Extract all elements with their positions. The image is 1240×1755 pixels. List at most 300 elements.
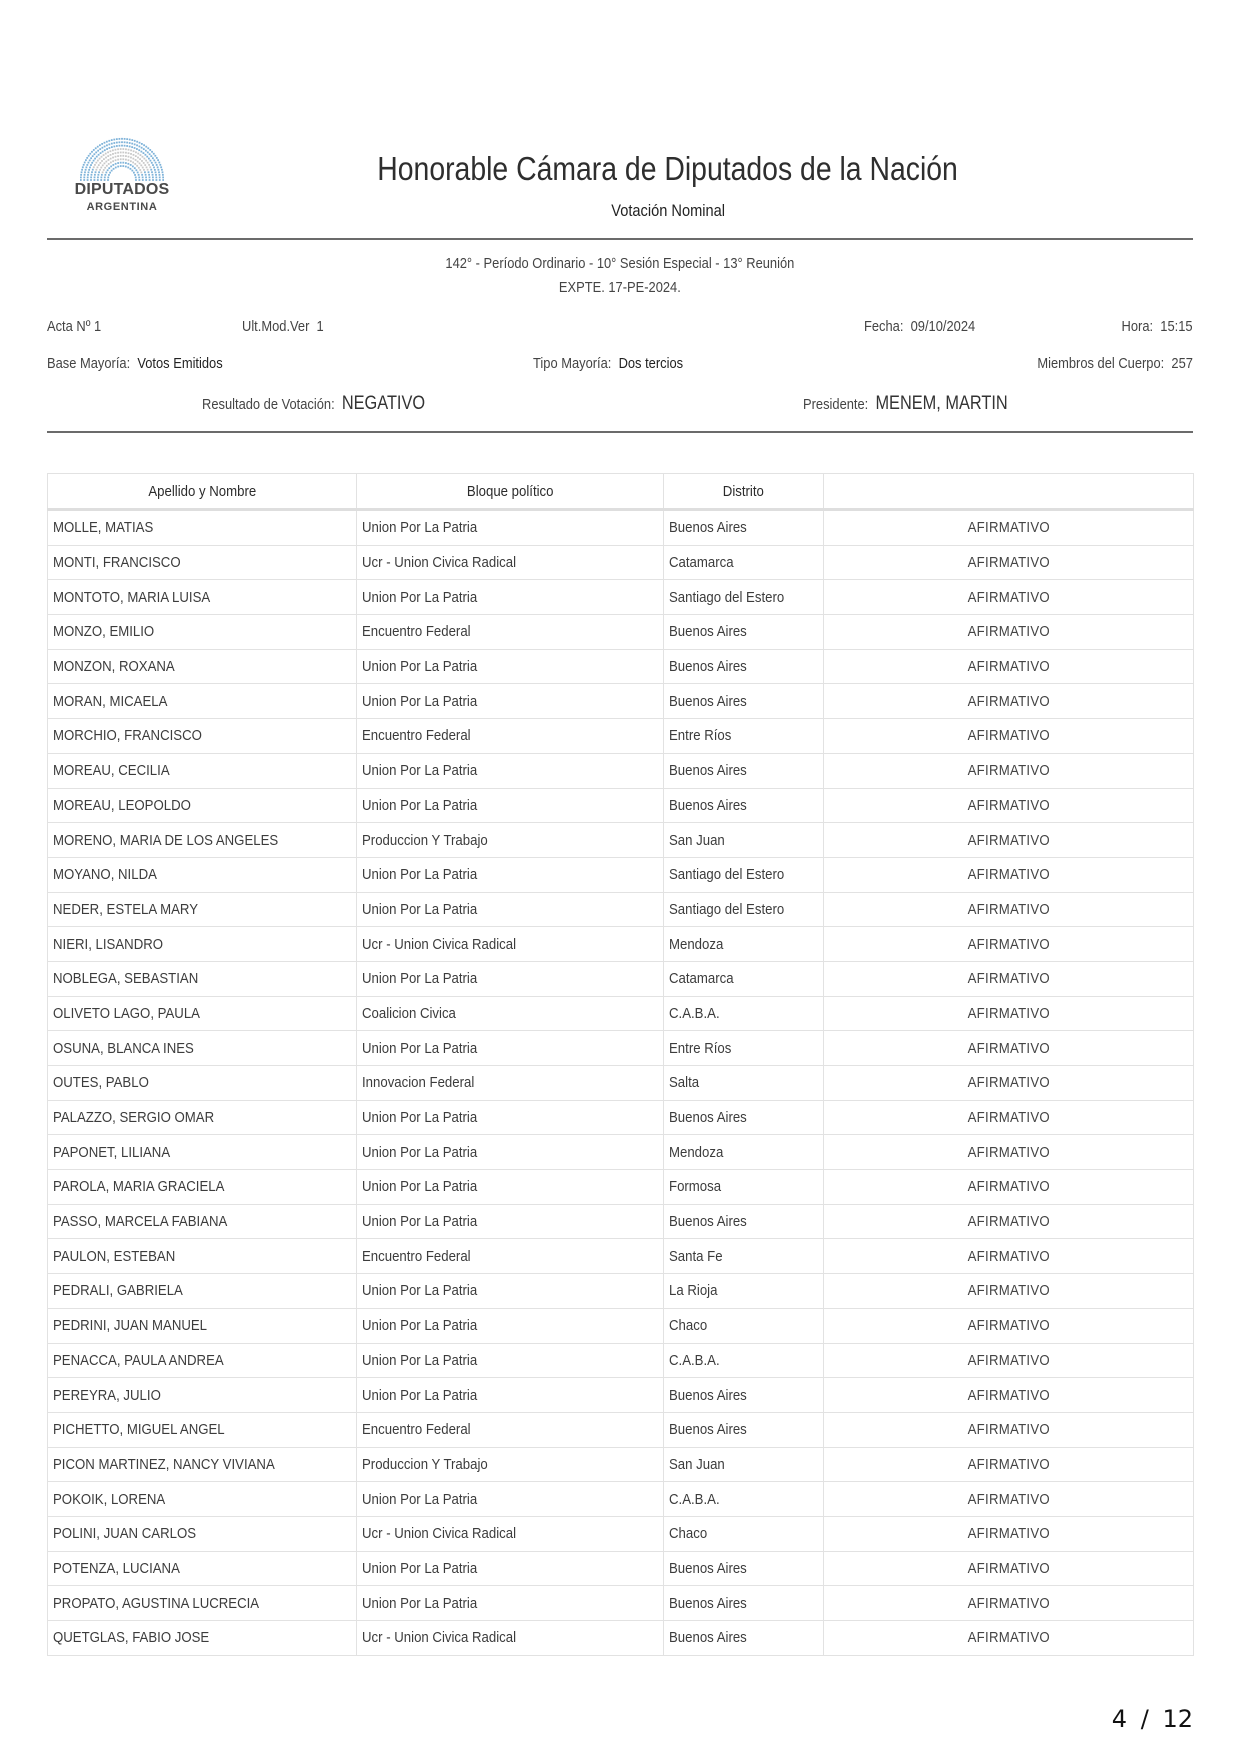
cell-distrito xyxy=(664,927,824,962)
cell-voto-text: AFIRMATIVO xyxy=(967,1247,1050,1265)
table-row xyxy=(48,961,1194,996)
table-row xyxy=(48,1516,1194,1551)
cell-distrito-text: C.A.B.A. xyxy=(669,1351,720,1369)
cell-distrito xyxy=(664,1378,824,1413)
cell-name-text: OUTES, PABLO xyxy=(53,1074,149,1092)
cell-name xyxy=(48,1274,357,1309)
cell-voto-text: AFIRMATIVO xyxy=(967,1143,1050,1161)
cell-distrito-text: Chaco xyxy=(669,1317,708,1335)
cell-bloque xyxy=(357,1066,664,1101)
cell-bloque xyxy=(357,1447,664,1482)
acta-number-text: Acta Nº 1 xyxy=(47,318,102,335)
cell-bloque xyxy=(357,1516,664,1551)
cell-distrito xyxy=(664,1343,824,1378)
cell-voto-text: AFIRMATIVO xyxy=(967,1213,1050,1231)
cell-voto xyxy=(824,961,1194,996)
cell-name xyxy=(48,961,357,996)
cell-name xyxy=(48,545,357,580)
cell-bloque-text: Coalicion Civica xyxy=(362,1004,456,1022)
cell-bloque xyxy=(357,927,664,962)
cell-voto-text: AFIRMATIVO xyxy=(967,1317,1050,1335)
table-row xyxy=(48,1586,1194,1621)
cell-bloque-text: Union Por La Patria xyxy=(362,762,478,780)
cell-bloque xyxy=(357,1378,664,1413)
cell-name-text: NIERI, LISANDRO xyxy=(53,935,164,953)
cell-name xyxy=(48,892,357,927)
cell-bloque xyxy=(357,1239,664,1274)
cell-distrito xyxy=(664,961,824,996)
table-row xyxy=(48,1482,1194,1517)
cell-distrito-text: Catamarca xyxy=(669,554,734,572)
cell-voto-text: AFIRMATIVO xyxy=(967,1109,1050,1127)
cell-name xyxy=(48,1170,357,1205)
cell-distrito-text: Buenos Aires xyxy=(669,658,747,676)
presidente-label: Presidente: xyxy=(803,396,869,413)
cell-distrito xyxy=(664,823,824,858)
page-separator: / xyxy=(1140,1705,1149,1733)
table-row xyxy=(48,753,1194,788)
cell-bloque xyxy=(357,823,664,858)
table-row xyxy=(48,510,1194,546)
resultado-value: NEGATIVO xyxy=(341,393,426,414)
cell-name-text: PEDRINI, JUAN MANUEL xyxy=(53,1317,208,1335)
table-row xyxy=(48,615,1194,650)
tipo-mayoria-value: Dos tercios xyxy=(618,355,684,372)
cell-voto xyxy=(824,1343,1194,1378)
cell-voto xyxy=(824,1516,1194,1551)
cell-name xyxy=(48,684,357,719)
cell-voto-text: AFIRMATIVO xyxy=(967,1039,1050,1057)
page-total: 12 xyxy=(1162,1705,1193,1733)
table-row xyxy=(48,996,1194,1031)
miembros-value: 257 xyxy=(1171,355,1193,372)
cell-bloque-text: Ucr - Union Civica Radical xyxy=(362,554,517,572)
cell-distrito-text: Formosa xyxy=(669,1178,722,1196)
cell-distrito-text: Buenos Aires xyxy=(669,519,747,537)
cell-distrito xyxy=(664,649,824,684)
cell-name xyxy=(48,1551,357,1586)
cell-name-text: PAULON, ESTEBAN xyxy=(53,1247,176,1265)
cell-distrito xyxy=(664,510,824,546)
cell-name xyxy=(48,1100,357,1135)
cell-voto-text: AFIRMATIVO xyxy=(967,519,1050,537)
cell-distrito xyxy=(664,684,824,719)
cell-name xyxy=(48,927,357,962)
expediente-text: EXPTE. 17-PE-2024. xyxy=(559,279,681,296)
cell-bloque xyxy=(357,1343,664,1378)
cell-voto-text: AFIRMATIVO xyxy=(967,900,1050,918)
session-info xyxy=(0,255,1240,272)
cell-distrito xyxy=(664,1031,824,1066)
cell-name xyxy=(48,753,357,788)
cell-voto xyxy=(824,823,1194,858)
miembros-field xyxy=(1012,355,1193,372)
cell-voto-text: AFIRMATIVO xyxy=(967,1282,1050,1300)
cell-bloque-text: Union Por La Patria xyxy=(362,588,478,606)
table-row xyxy=(48,1621,1194,1656)
cell-name-text: PEDRALI, GABRIELA xyxy=(53,1282,183,1300)
document-subtitle xyxy=(0,201,1240,221)
cell-name xyxy=(48,615,357,650)
cell-bloque-text: Union Por La Patria xyxy=(362,1109,478,1127)
cell-voto xyxy=(824,1239,1194,1274)
cell-bloque xyxy=(357,753,664,788)
cell-distrito-text: Buenos Aires xyxy=(669,1594,747,1612)
cell-distrito xyxy=(664,1066,824,1101)
cell-bloque xyxy=(357,1586,664,1621)
cell-voto-text: AFIRMATIVO xyxy=(967,935,1050,953)
cell-voto-text: AFIRMATIVO xyxy=(967,1455,1050,1473)
cell-distrito xyxy=(664,1447,824,1482)
logo-text-argentina: ARGENTINA xyxy=(86,201,158,213)
cell-name xyxy=(48,857,357,892)
cell-voto xyxy=(824,719,1194,754)
fecha-value: 09/10/2024 xyxy=(910,318,976,335)
cell-bloque xyxy=(357,510,664,546)
tipo-mayoria-label: Tipo Mayoría: xyxy=(533,355,612,372)
cell-voto-text: AFIRMATIVO xyxy=(967,1629,1050,1647)
table-row xyxy=(48,1378,1194,1413)
page-title xyxy=(0,150,1240,188)
cell-distrito-text: Chaco xyxy=(669,1525,708,1543)
hora-value: 15:15 xyxy=(1160,318,1193,335)
cell-name xyxy=(48,719,357,754)
cell-distrito-text: Buenos Aires xyxy=(669,796,747,814)
cell-distrito-text: Santiago del Estero xyxy=(669,866,785,884)
cell-distrito-text: San Juan xyxy=(669,831,725,849)
cell-distrito xyxy=(664,1621,824,1656)
cell-voto xyxy=(824,996,1194,1031)
cell-voto-text: AFIRMATIVO xyxy=(967,1178,1050,1196)
cell-name-text: MOLLE, MATIAS xyxy=(53,519,154,537)
base-mayoria-field xyxy=(47,355,251,372)
cell-voto-text: AFIRMATIVO xyxy=(967,727,1050,745)
cell-voto-text: AFIRMATIVO xyxy=(967,1525,1050,1543)
ult-mod-ver xyxy=(242,318,337,335)
cell-bloque xyxy=(357,545,664,580)
cell-distrito xyxy=(664,719,824,754)
cell-voto xyxy=(824,1412,1194,1447)
cell-bloque xyxy=(357,1135,664,1170)
cell-distrito xyxy=(664,1308,824,1343)
cell-distrito xyxy=(664,1100,824,1135)
cell-name xyxy=(48,580,357,615)
table-row xyxy=(48,857,1194,892)
cell-voto xyxy=(824,1100,1194,1135)
cell-name xyxy=(48,1066,357,1101)
cell-bloque-text: Union Por La Patria xyxy=(362,1282,478,1300)
resultado-label: Resultado de Votación: xyxy=(202,396,335,413)
cell-bloque xyxy=(357,1170,664,1205)
cell-bloque xyxy=(357,1308,664,1343)
table-row xyxy=(48,1031,1194,1066)
cell-voto-text: AFIRMATIVO xyxy=(967,1386,1050,1404)
cell-voto xyxy=(824,1274,1194,1309)
cell-name xyxy=(48,1586,357,1621)
cell-distrito-text: Santiago del Estero xyxy=(669,900,785,918)
cell-distrito xyxy=(664,1412,824,1447)
cell-voto xyxy=(824,857,1194,892)
cell-bloque xyxy=(357,580,664,615)
miembros-label: Miembros del Cuerpo: xyxy=(1037,355,1165,372)
table-row xyxy=(48,1308,1194,1343)
cell-voto xyxy=(824,927,1194,962)
cell-bloque xyxy=(357,1621,664,1656)
base-mayoria-value: Votos Emitidos xyxy=(137,355,223,372)
cell-name-text: MORAN, MICAELA xyxy=(53,692,168,710)
acta-number xyxy=(47,318,110,335)
cell-distrito-text: Buenos Aires xyxy=(669,1213,747,1231)
cell-distrito-text: Santiago del Estero xyxy=(669,588,785,606)
cell-name-text: POLINI, JUAN CARLOS xyxy=(53,1525,197,1543)
cell-bloque-text: Union Por La Patria xyxy=(362,1351,478,1369)
cell-distrito xyxy=(664,1482,824,1517)
cell-bloque xyxy=(357,892,664,927)
cell-voto xyxy=(824,1204,1194,1239)
cell-distrito-text: Entre Ríos xyxy=(669,1039,732,1057)
cell-bloque xyxy=(357,1274,664,1309)
session-text: 142° - Período Ordinario - 10° Sesión Especial - 13° Reunión xyxy=(445,255,795,272)
cell-name-text: QUETGLAS, FABIO JOSE xyxy=(53,1629,210,1647)
cell-distrito xyxy=(664,1274,824,1309)
cell-distrito xyxy=(664,1135,824,1170)
cell-distrito xyxy=(664,1551,824,1586)
cell-bloque-text: Ucr - Union Civica Radical xyxy=(362,1525,517,1543)
cell-bloque-text: Union Por La Patria xyxy=(362,900,478,918)
cell-name xyxy=(48,649,357,684)
cell-distrito xyxy=(664,1586,824,1621)
cell-voto xyxy=(824,649,1194,684)
cell-bloque xyxy=(357,615,664,650)
cell-distrito-text: Buenos Aires xyxy=(669,623,747,641)
cell-voto-text: AFIRMATIVO xyxy=(967,1559,1050,1577)
cell-distrito-text: Buenos Aires xyxy=(669,1629,747,1647)
document-subtitle-text: Votación Nominal xyxy=(611,201,725,220)
cell-name-text: MONZON, ROXANA xyxy=(53,658,175,676)
cell-voto xyxy=(824,510,1194,546)
column-header-name: Apellido y Nombre xyxy=(48,474,357,510)
cell-bloque-text: Ucr - Union Civica Radical xyxy=(362,1629,517,1647)
cell-distrito-text: Buenos Aires xyxy=(669,1109,747,1127)
table-row xyxy=(48,823,1194,858)
cell-bloque-text: Union Por La Patria xyxy=(362,1213,478,1231)
cell-voto xyxy=(824,1378,1194,1413)
table-row xyxy=(48,1100,1194,1135)
cell-name xyxy=(48,823,357,858)
table-row xyxy=(48,649,1194,684)
cell-bloque-text: Union Por La Patria xyxy=(362,1317,478,1335)
cell-bloque-text: Union Por La Patria xyxy=(362,1490,478,1508)
cell-bloque-text: Ucr - Union Civica Radical xyxy=(362,935,517,953)
base-mayoria-label: Base Mayoría: xyxy=(47,355,131,372)
presidente-field xyxy=(803,393,1041,415)
votes-table xyxy=(47,473,1194,1656)
cell-name-text: PICON MARTINEZ, NANCY VIVIANA xyxy=(53,1455,275,1473)
cell-bloque-text: Produccion Y Trabajo xyxy=(362,1455,488,1473)
fecha-label: Fecha: xyxy=(864,318,904,335)
cell-distrito-text: Buenos Aires xyxy=(669,762,747,780)
cell-voto-text: AFIRMATIVO xyxy=(967,1421,1050,1439)
page-current: 4 xyxy=(1111,1705,1128,1733)
table-row xyxy=(48,1274,1194,1309)
cell-name xyxy=(48,1447,357,1482)
header-divider xyxy=(47,238,1193,240)
cell-name-text: MONTI, FRANCISCO xyxy=(53,554,181,572)
cell-distrito-text: La Rioja xyxy=(669,1282,718,1300)
cell-bloque xyxy=(357,684,664,719)
cell-voto-text: AFIRMATIVO xyxy=(967,1490,1050,1508)
cell-voto xyxy=(824,1447,1194,1482)
cell-distrito xyxy=(664,615,824,650)
cell-voto xyxy=(824,1031,1194,1066)
cell-bloque-text: Union Por La Patria xyxy=(362,866,478,884)
table-row xyxy=(48,1066,1194,1101)
cell-name-text: PAPONET, LILIANA xyxy=(53,1143,171,1161)
table-row xyxy=(48,1239,1194,1274)
cell-voto xyxy=(824,580,1194,615)
cell-distrito xyxy=(664,892,824,927)
cell-distrito-text: Buenos Aires xyxy=(669,1421,747,1439)
table-row xyxy=(48,1551,1194,1586)
cell-name xyxy=(48,996,357,1031)
table-row xyxy=(48,1412,1194,1447)
page-indicator xyxy=(1112,1705,1193,1733)
cell-distrito-text: Buenos Aires xyxy=(669,1559,747,1577)
cell-name xyxy=(48,1516,357,1551)
cell-name-text: MORENO, MARIA DE LOS ANGELES xyxy=(53,831,279,849)
cell-name xyxy=(48,510,357,546)
column-header-voto xyxy=(824,474,1194,510)
cell-name-text: MOREAU, CECILIA xyxy=(53,762,170,780)
table-row xyxy=(48,1204,1194,1239)
cell-bloque xyxy=(357,1204,664,1239)
cell-voto xyxy=(824,615,1194,650)
cell-name xyxy=(48,1412,357,1447)
cell-voto xyxy=(824,1308,1194,1343)
cell-name-text: PAROLA, MARIA GRACIELA xyxy=(53,1178,225,1196)
table-row xyxy=(48,1170,1194,1205)
resultado-field xyxy=(202,393,461,415)
cell-voto-text: AFIRMATIVO xyxy=(967,831,1050,849)
cell-distrito-text: Mendoza xyxy=(669,1143,724,1161)
cell-bloque xyxy=(357,1100,664,1135)
cell-bloque-text: Encuentro Federal xyxy=(362,623,471,641)
cell-voto-text: AFIRMATIVO xyxy=(967,1351,1050,1369)
cell-bloque-text: Union Por La Patria xyxy=(362,796,478,814)
cell-bloque-text: Encuentro Federal xyxy=(362,1421,471,1439)
cell-bloque xyxy=(357,1551,664,1586)
cell-voto-text: AFIRMATIVO xyxy=(967,1004,1050,1022)
cell-bloque-text: Innovacion Federal xyxy=(362,1074,475,1092)
hora-field xyxy=(1110,318,1193,335)
cell-bloque-text: Union Por La Patria xyxy=(362,1143,478,1161)
table-row xyxy=(48,892,1194,927)
cell-name xyxy=(48,1343,357,1378)
table-row xyxy=(48,580,1194,615)
cell-name-text: POTENZA, LUCIANA xyxy=(53,1559,180,1577)
tipo-mayoria-field xyxy=(533,355,708,372)
cell-name xyxy=(48,1378,357,1413)
expediente xyxy=(0,279,1240,296)
cell-voto-text: AFIRMATIVO xyxy=(967,554,1050,572)
cell-bloque xyxy=(357,857,664,892)
cell-voto-text: AFIRMATIVO xyxy=(967,1594,1050,1612)
cell-voto xyxy=(824,788,1194,823)
cell-distrito-text: San Juan xyxy=(669,1455,725,1473)
cell-name-text: OLIVETO LAGO, PAULA xyxy=(53,1004,200,1022)
cell-distrito-text: Catamarca xyxy=(669,970,734,988)
table-row xyxy=(48,1447,1194,1482)
table-row xyxy=(48,788,1194,823)
cell-bloque-text: Union Por La Patria xyxy=(362,1559,478,1577)
cell-name-text: OSUNA, BLANCA INES xyxy=(53,1039,194,1057)
cell-voto xyxy=(824,1170,1194,1205)
cell-distrito xyxy=(664,1516,824,1551)
cell-voto-text: AFIRMATIVO xyxy=(967,762,1050,780)
cell-name-text: PROPATO, AGUSTINA LUCRECIA xyxy=(53,1594,260,1612)
cell-voto-text: AFIRMATIVO xyxy=(967,970,1050,988)
cell-name xyxy=(48,1135,357,1170)
meta-divider xyxy=(47,431,1193,433)
cell-name-text: MONTOTO, MARIA LUISA xyxy=(53,588,211,606)
cell-distrito xyxy=(664,857,824,892)
table-row xyxy=(48,719,1194,754)
cell-distrito-text: Entre Ríos xyxy=(669,727,732,745)
cell-bloque-text: Encuentro Federal xyxy=(362,1247,471,1265)
cell-distrito xyxy=(664,545,824,580)
cell-voto-text: AFIRMATIVO xyxy=(967,623,1050,641)
cell-distrito-text: Buenos Aires xyxy=(669,692,747,710)
cell-name-text: PENACCA, PAULA ANDREA xyxy=(53,1351,224,1369)
cell-voto xyxy=(824,1551,1194,1586)
cell-name-text: PICHETTO, MIGUEL ANGEL xyxy=(53,1421,225,1439)
cell-distrito xyxy=(664,753,824,788)
cell-bloque-text: Encuentro Federal xyxy=(362,727,471,745)
cell-bloque xyxy=(357,649,664,684)
logo-text-diputados: DIPUTADOS xyxy=(74,181,170,198)
cell-voto-text: AFIRMATIVO xyxy=(967,588,1050,606)
cell-name xyxy=(48,788,357,823)
cell-name-text: MOYANO, NILDA xyxy=(53,866,157,884)
table-row xyxy=(48,545,1194,580)
cell-distrito xyxy=(664,1204,824,1239)
cell-name xyxy=(48,1482,357,1517)
cell-voto xyxy=(824,545,1194,580)
cell-bloque xyxy=(357,1412,664,1447)
cell-voto xyxy=(824,753,1194,788)
ult-mod-ver-text: Ult.Mod.Ver 1 xyxy=(242,318,324,335)
cell-voto xyxy=(824,1135,1194,1170)
cell-bloque xyxy=(357,1482,664,1517)
cell-distrito xyxy=(664,1170,824,1205)
cell-bloque-text: Union Por La Patria xyxy=(362,1039,478,1057)
table-row xyxy=(48,927,1194,962)
table-header-row xyxy=(48,474,1194,510)
fecha-field xyxy=(864,318,993,335)
page-title-text: Honorable Cámara de Diputados de la Nación xyxy=(377,150,959,187)
cell-voto xyxy=(824,1621,1194,1656)
cell-name-text: POKOIK, LORENA xyxy=(53,1490,166,1508)
cell-name xyxy=(48,1621,357,1656)
cell-bloque-text: Union Por La Patria xyxy=(362,1386,478,1404)
hora-label: Hora: xyxy=(1121,318,1154,335)
table-row xyxy=(48,1135,1194,1170)
cell-name xyxy=(48,1239,357,1274)
presidente-value: MENEM, MARTIN xyxy=(875,393,1008,414)
cell-bloque-text: Union Por La Patria xyxy=(362,692,478,710)
cell-bloque xyxy=(357,961,664,996)
cell-voto-text: AFIRMATIVO xyxy=(967,796,1050,814)
